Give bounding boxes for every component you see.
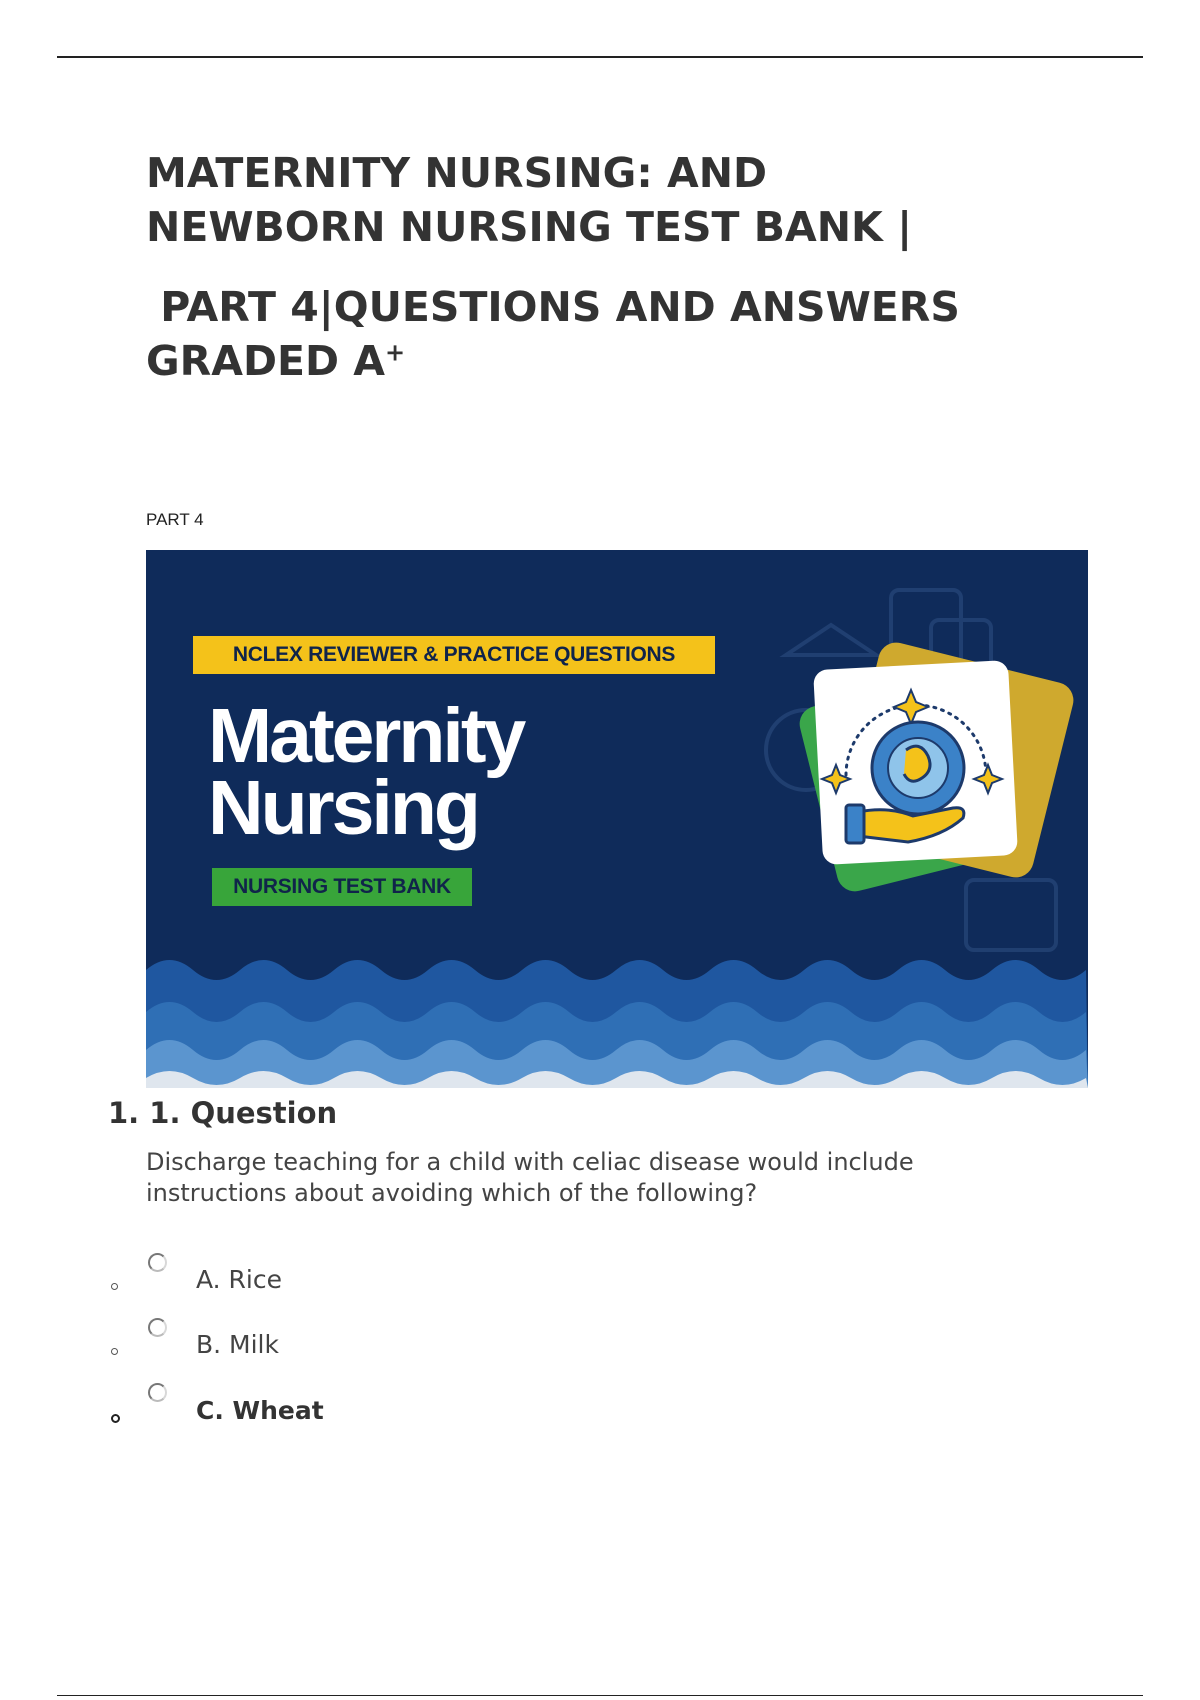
title-superscript: + [385,338,406,367]
top-rule [57,56,1143,58]
part-label: PART 4 [146,510,204,529]
title-line-4 [146,334,1106,388]
radio-button-icon[interactable] [148,1253,167,1272]
answer-option-b[interactable] [0,1315,600,1365]
card-stack-illustration [796,639,1077,895]
answer-option-label: B. Milk [196,1330,279,1359]
banner-title-line-1: Maternity [208,693,524,779]
title-line-4-text: GRADED A [146,337,386,385]
title-line-2: NEWBORN NURSING TEST BANK | [146,203,913,251]
cuff-icon [846,805,864,843]
banner-title [208,693,524,851]
question-heading: 1. 1. Question [108,1096,338,1130]
nclex-tag: NCLEX REVIEWER & PRACTICE QUESTIONS [193,636,715,674]
faint-books-icon [966,880,1056,950]
radio-button-icon[interactable] [148,1318,167,1337]
answer-option-label: C. Wheat [196,1396,324,1425]
faint-school-icon [786,625,876,655]
cover-banner-image [146,550,1088,1088]
document-title [146,146,1106,388]
answer-option-a[interactable] [0,1250,600,1300]
baby-icon [904,746,930,781]
title-line-3: PART 4|QUESTIONS AND ANSWERS [146,283,960,331]
bottom-rule [57,1695,1143,1696]
test-bank-tag: NURSING TEST BANK [212,868,472,906]
title-line-1: MATERNITY NURSING: AND [146,149,768,197]
answer-option-c[interactable] [0,1380,600,1430]
question-text: Discharge teaching for a child with celiac disease would include instructions about avoiding which of the following? [146,1148,914,1207]
answer-option-label: A. Rice [196,1265,282,1294]
list-bullet-icon [111,1283,118,1290]
list-bullet-icon [111,1414,120,1423]
list-bullet-icon [111,1348,118,1355]
banner-title-line-2: Nursing [208,765,478,851]
radio-button-icon[interactable] [148,1383,167,1402]
